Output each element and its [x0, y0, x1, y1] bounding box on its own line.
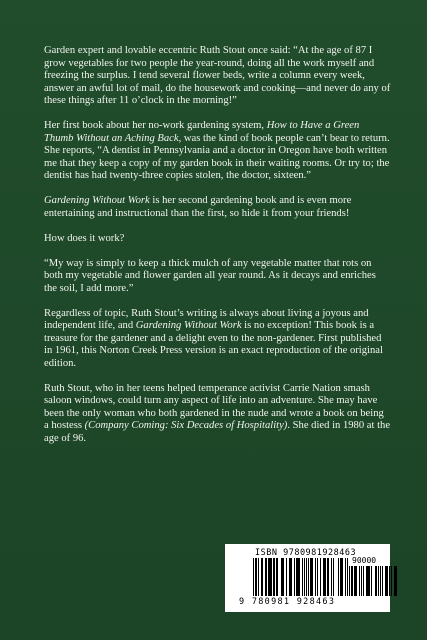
addon-bar	[375, 566, 376, 596]
addon-bar	[367, 566, 368, 596]
addon-bar	[366, 566, 367, 596]
text-segment: Garden expert and lovable eccentric Ruth Stout once said: “At the age of 87 I grow vegetables for two people the year-round, doing all the work myself and freezing the surplus. I tend several flower beds, write a column every week, answer an awful lot of mail, do the housework and cooking—and never do any of these things after 11 o’clock in the morning!”	[44, 45, 391, 106]
text-segment: Ruth Stout, who in her teens helped temperance activist Carrie Nation smash saloon windows, could turn any aspect of life into an adventure. She may have been the only woman who both gardened in the nude and wrote a book on being a hostess	[44, 382, 384, 431]
addon-bar	[382, 566, 383, 596]
italic-title: (Company Coming: Six Decades of Hospitality)	[84, 420, 288, 431]
barcode-bar	[269, 558, 270, 596]
text-segment: Regardless of topic, Ruth Stout’s writing is always about living a joyous and independent life, and	[44, 307, 369, 331]
barcode-bar	[274, 558, 275, 596]
barcode-bar	[331, 558, 332, 596]
italic-title: How to Have a Green Thumb Without an Aching Back,	[44, 120, 360, 144]
barcode-bar	[276, 558, 277, 596]
paragraph	[44, 233, 391, 246]
barcode-bar	[290, 558, 291, 596]
addon-bar	[349, 566, 350, 596]
ean-barcode	[253, 558, 348, 596]
barcode-bar	[312, 558, 313, 596]
paragraph	[44, 120, 391, 183]
addon-bar	[368, 566, 369, 596]
barcode-bar	[308, 558, 309, 596]
paragraph	[44, 308, 391, 371]
barcode-bar	[306, 558, 307, 596]
addon-bar	[376, 566, 377, 596]
paragraph	[44, 258, 391, 296]
barcode-bar	[302, 558, 303, 596]
ean-digits: 9 780981 928463	[239, 597, 336, 607]
barcode-bar	[266, 558, 267, 596]
text-segment: “My way is simply to keep a thick mulch of any vegetable matter that rots on both my vegetable and flower garden all year round. As it decays and enriches the soil, I add more.”	[44, 257, 376, 294]
price-code: 90000	[352, 556, 377, 565]
barcode-bar	[324, 558, 325, 596]
addon-bar	[352, 566, 353, 596]
barcode-bar	[268, 558, 269, 596]
barcode-bar	[291, 558, 292, 596]
barcode-bar	[283, 558, 284, 596]
barcode-bar	[262, 558, 263, 596]
barcode-bar	[253, 558, 254, 596]
barcode-bar	[281, 558, 282, 596]
italic-title: Gardening Without Work	[135, 320, 242, 331]
addon-bar	[361, 566, 362, 596]
barcode-bar	[323, 558, 324, 596]
paragraph	[44, 383, 391, 446]
barcode-bar	[347, 558, 348, 596]
barcode-bar	[296, 558, 297, 596]
barcode-bar	[333, 558, 334, 596]
barcode-bar	[320, 558, 321, 596]
barcode-box	[225, 544, 390, 612]
barcode-bar	[345, 558, 346, 596]
addon-bar	[369, 566, 370, 596]
barcode-bar	[270, 558, 271, 596]
barcode-bar	[271, 558, 272, 596]
barcode-bar	[273, 558, 274, 596]
barcode-bar	[304, 558, 305, 596]
text-segment: is her second gardening book and is even more entertaining and instructional than the first, so hide it from your friends!	[44, 195, 352, 219]
text-segment: Her first book about her no-work gardening system,	[44, 120, 267, 131]
barcode-bar	[310, 558, 311, 596]
barcode-bar	[289, 558, 290, 596]
barcode-bar	[258, 558, 259, 596]
barcode-bar	[325, 558, 326, 596]
barcode-bar	[255, 558, 256, 596]
barcode-bar	[327, 558, 328, 596]
barcode-bar	[338, 558, 339, 596]
addon-bar	[385, 566, 386, 596]
addon-bar	[363, 566, 364, 596]
barcode-bar	[277, 558, 278, 596]
barcode-bar	[317, 558, 318, 596]
addon-bar	[389, 566, 390, 596]
barcode-bar	[328, 558, 329, 596]
price-addon-barcode	[349, 566, 397, 596]
italic-title: Gardening Without Work	[44, 195, 150, 206]
barcode-bar	[341, 558, 342, 596]
barcode-bar	[342, 558, 343, 596]
blurb-text	[44, 45, 391, 458]
addon-bar	[396, 566, 397, 596]
text-segment: is no exception! This book is a treasure for the gardener and a delight even to the non-gardener. First published in 1961, this Norton Creek Press version is an exact reproduction of the original edition.	[44, 320, 383, 369]
addon-bar	[355, 566, 356, 596]
barcode-bar	[299, 558, 300, 596]
barcode-bar	[265, 558, 266, 596]
barcode-bar	[286, 558, 287, 596]
barcode-bar	[282, 558, 283, 596]
barcode-bar	[311, 558, 312, 596]
barcode-bar	[340, 558, 341, 596]
addon-bar	[395, 566, 396, 596]
addon-bar	[380, 566, 381, 596]
addon-bar	[394, 566, 395, 596]
barcode-bar	[294, 558, 295, 596]
paragraph	[44, 195, 391, 220]
text-segment: . She died in 1980 at the age of 96.	[44, 420, 391, 444]
barcode-bar	[298, 558, 299, 596]
isbn-label: ISBN 9780981928463	[255, 548, 357, 558]
barcode-bar	[261, 558, 262, 596]
addon-bar	[387, 566, 388, 596]
addon-bar	[356, 566, 357, 596]
text-segment: was the kind of book people can’t bear to return. She reports, “A dentist in Pennsylvania and a doctor in Oregon have both written me that they keep a copy of my garden book in their waiting rooms. Or try to; the dentist has had twenty-three copies stolen, the doctor, sixteen.”	[44, 132, 390, 181]
addon-bar	[359, 566, 360, 596]
addon-bar	[371, 566, 372, 596]
barcode-bar	[315, 558, 316, 596]
barcode-bar	[297, 558, 298, 596]
addon-bar	[378, 566, 379, 596]
barcode-bar	[256, 558, 257, 596]
addon-bar	[391, 566, 392, 596]
addon-bar	[386, 566, 387, 596]
text-segment: How does it work?	[44, 232, 125, 244]
addon-bar	[351, 566, 352, 596]
paragraph	[44, 45, 391, 108]
addon-bar	[354, 566, 355, 596]
